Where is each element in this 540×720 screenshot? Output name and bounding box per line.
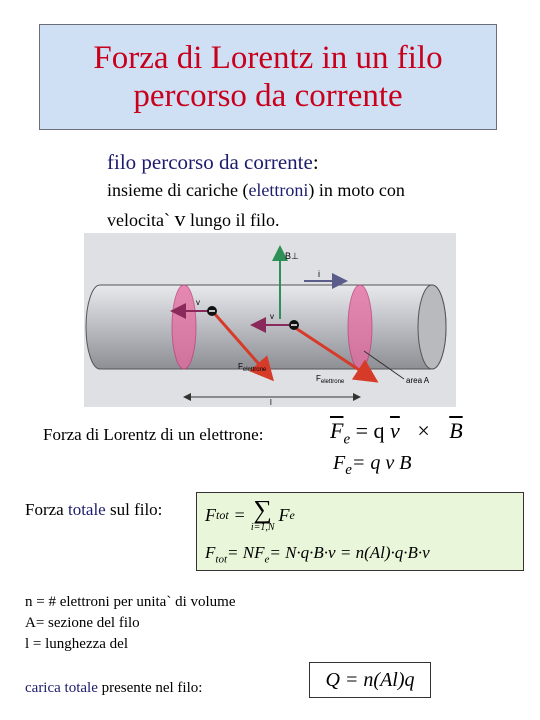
subtitle-main: filo percorso da corrente	[107, 150, 313, 174]
teq1-sum-block	[251, 497, 275, 533]
label-f-2: $F_{elettrone}$	[316, 374, 345, 385]
description-part2: ) in moto con	[308, 180, 405, 200]
charge-equation-box	[309, 662, 431, 698]
description-line-1	[107, 180, 405, 201]
note-n: n = # elettroni per unita` di volume	[25, 594, 236, 610]
note-a: A= sezione del filo	[25, 615, 140, 631]
teq2-sub: tot	[215, 553, 228, 566]
description-line-2	[107, 206, 279, 232]
teq1-sum: ∑	[253, 495, 272, 524]
charge-equation: Q = n(Al)q	[325, 669, 415, 691]
total-force-label-b: sul filo:	[105, 500, 163, 519]
eq2-f: F	[333, 452, 346, 474]
total-eq2	[205, 543, 430, 565]
total-force-highlight: totale	[67, 500, 106, 519]
charge-label	[25, 680, 202, 697]
eq1-v: $\overline{v}$	[390, 418, 400, 443]
subtitle	[107, 150, 319, 175]
eq1-times: ×	[417, 418, 430, 443]
teq1-eq: =	[234, 504, 245, 525]
teq2-rhs-sub: e	[264, 553, 270, 566]
description-velocita: velocita`	[107, 210, 175, 230]
eq2-rhs: = q v B	[351, 452, 412, 474]
teq1-fe-sub: e	[289, 507, 295, 522]
charge-highlight: carica totale	[25, 680, 98, 696]
teq1-fe: F	[278, 504, 290, 525]
title-box	[39, 24, 497, 130]
label-area: area A	[406, 376, 430, 385]
teq1-sum-sub: i=1,N	[250, 522, 275, 533]
description-part1: insieme di cariche (	[107, 180, 249, 200]
total-eq1	[205, 497, 295, 533]
note-l: l = lunghezza del	[25, 636, 129, 652]
title-line-2: percorso da corrente	[133, 78, 403, 114]
teq2-f: F	[205, 543, 216, 562]
teq1-sub: tot	[216, 507, 229, 522]
eq2-sub-e: e	[345, 462, 352, 478]
wire-body	[86, 285, 446, 369]
lorentz-electron-label: Forza di Lorentz di un elettrone:	[43, 425, 264, 444]
teq2-rest: = N·q·B·v = n(Al)·q·B·v	[269, 543, 430, 562]
wire-figure	[84, 233, 456, 407]
total-force-label	[25, 500, 162, 520]
label-b-perp: B⊥	[285, 251, 299, 261]
label-v-1: v	[196, 298, 200, 307]
total-force-equations	[196, 492, 524, 571]
eq1-sub-e: e	[343, 431, 351, 448]
wire-end	[418, 285, 446, 369]
label-f-1: $F_{elettrone}$	[238, 362, 267, 373]
label-v-2: v	[270, 312, 274, 321]
eq1-b: $\overline{B}$	[449, 418, 463, 443]
wire-diagram	[84, 233, 456, 407]
lorentz-scalar-equation	[333, 452, 411, 479]
notes	[25, 592, 236, 655]
charge-rest: presente nel filo:	[97, 680, 203, 696]
title-line-1: Forza di Lorentz in un filo	[93, 40, 443, 76]
label-l: l	[270, 398, 272, 407]
eq1-f: $\overline{F}$	[330, 418, 344, 443]
description-lungo: lungo il filo.	[185, 210, 280, 230]
description-highlight: elettroni	[248, 180, 309, 200]
cross-section-right	[348, 285, 372, 369]
subtitle-colon: :	[312, 150, 319, 174]
lorentz-vector-equation	[330, 418, 463, 448]
description-v-symbol: v	[174, 206, 186, 231]
teq1-f: F	[205, 504, 216, 525]
cross-section-left	[172, 285, 196, 369]
label-i: i	[318, 269, 320, 279]
eq1-eq: = q	[355, 418, 385, 443]
total-force-label-a: Forza	[25, 500, 68, 519]
teq2-rhs: = NF	[227, 543, 265, 562]
